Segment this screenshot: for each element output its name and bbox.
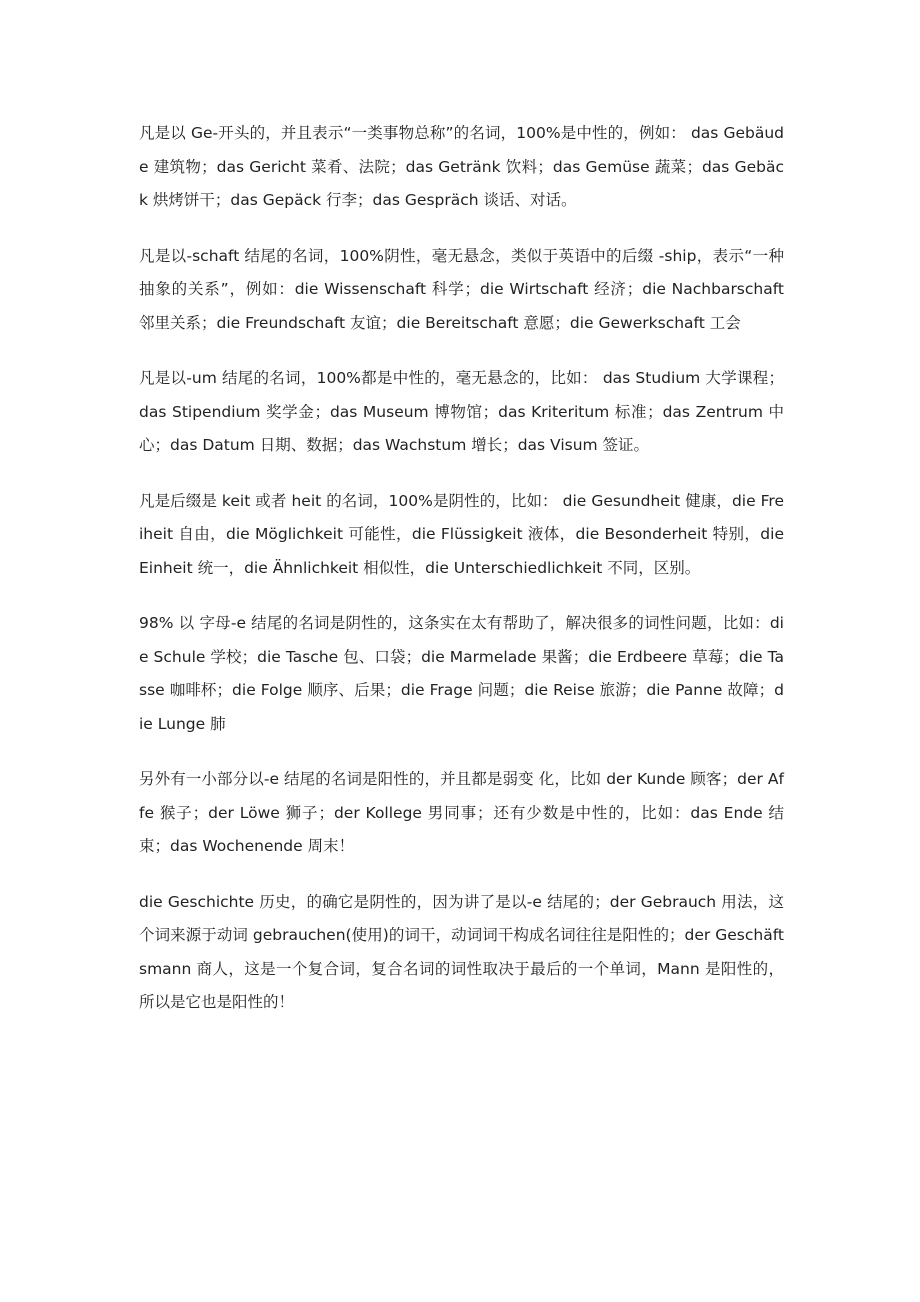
paragraph-e-suffix-exceptions: 另外有一小部分以-e 结尾的名词是阳性的，并且都是弱变 化，比如 der Kunde 顾客；der Affe 猴子；der Löwe 狮子；der Kollege 男同事；还有少数是中性的，比如：das Ende 结束；das Wochenende 周末！ — [139, 770, 784, 855]
paragraph-e-suffix: 98% 以 字母-e 结尾的名词是阴性的，这条实在太有帮助了，解决很多的词性问题，比如：die Schule 学校；die Tasche 包、口袋；die Marmelade 果酱；die Erdbeere 草莓；die Tasse 咖啡杯；die Folge 顺序、后果；die Frage 问题；die Reise 旅游；die Panne 故障；die Lunge 肺 — [139, 614, 784, 733]
paragraph-schaft-suffix: 凡是以-schaft 结尾的名词，100%阴性，毫无悬念，类似于英语中的后缀 -ship，表示“一种抽象的关系”，例如：die Wissenschaft 科学；die Wirtschaft 经济；die Nachbarschaft 邻里关系；die Freundschaft 友谊；die Bereitschaft 意愿；die Gewerkschaft 工会 — [139, 246, 784, 332]
paragraph-examples: die Geschichte 历史，的确它是阴性的，因为讲了是以-e 结尾的；der Gebrauch 用法，这个词来源于动词 gebrauchen(使用)的词干，动词词干构成名词往往是阳性的；der Geschäftsmann 商人，这是一个复合词，复合名词的词性取决于最后的一个单词，Mann 是阳性的，所以是它也是阳性的！ — [139, 892, 784, 1011]
paragraph-ge-prefix: 凡是以 Ge-开头的，并且表示“一类事物总称”的名词，100%是中性的，例如： das Gebäude 建筑物；das Gericht 菜肴、法院；das Getränk 饮料；das Gemüse 蔬菜；das Gebäck 烘烤饼干；das Gepäck 行李；das Gespräch 谈话、对话。 — [139, 124, 784, 209]
document-body — [139, 117, 784, 1042]
paragraph-keit-heit-suffix: 凡是后缀是 keit 或者 heit 的名词，100%是阴性的，比如： die Gesundheit 健康，die Freiheit 自由，die Möglichkeit 可能性，die Flüssigkeit 液体，die Besonderheit 特别，die Einheit 统一，die Ähnlichkeit 相似性，die Unterschiedlichkeit 不同，区别。 — [139, 491, 784, 577]
paragraph-um-suffix: 凡是以-um 结尾的名词，100%都是中性的，毫无悬念的，比如： das Studium 大学课程；das Stipendium 奖学金；das Museum 博物馆；das Kriteritum 标准；das Zentrum 中心；das Datum 日期、数据；das Wachstum 增长；das Visum 签证。 — [139, 369, 784, 454]
